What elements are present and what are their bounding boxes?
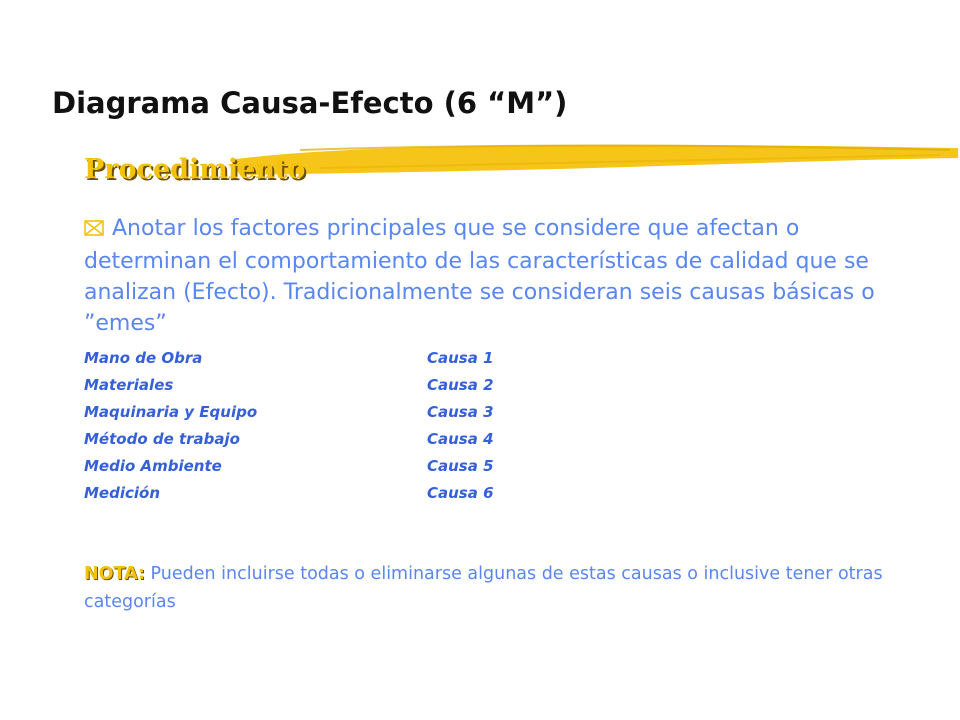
slide-title: Diagrama Causa-Efecto (6 “M”) <box>52 86 568 120</box>
cause-name: Método de trabajo <box>84 429 240 448</box>
cause-label: Causa 3 <box>427 402 494 421</box>
causes-list <box>84 344 604 506</box>
list-item <box>84 398 604 425</box>
list-item <box>84 371 604 398</box>
list-item <box>84 479 604 506</box>
cause-label: Causa 6 <box>427 483 494 502</box>
list-item <box>84 452 604 479</box>
cause-name: Maquinaria y Equipo <box>84 402 258 421</box>
cause-name: Materiales <box>84 375 174 394</box>
cause-label: Causa 5 <box>427 456 494 475</box>
cause-name: Mano de Obra <box>84 348 203 367</box>
list-item <box>84 425 604 452</box>
cause-name: Medición <box>84 483 160 502</box>
cause-name: Medio Ambiente <box>84 456 222 475</box>
note-text: Pueden incluirse todas o eliminarse algunas de estas causas o inclusive tener otras categorías <box>84 564 883 612</box>
cause-label: Causa 4 <box>427 429 494 448</box>
note-paragraph <box>84 560 904 616</box>
procedure-paragraph <box>84 213 884 339</box>
cause-label: Causa 2 <box>427 375 494 394</box>
paragraph-text: Anotar los factores principales que se considere que afectan o determinan el comportamiento de las características de calidad que se analizan (Efecto). Tradicionalmente se consideran seis causas básicas o ”emes” <box>84 216 875 336</box>
section-heading: Procedimiento <box>84 154 306 185</box>
cause-label: Causa 1 <box>427 348 494 367</box>
x-box-icon <box>84 215 104 246</box>
note-label: NOTA: <box>84 564 145 584</box>
list-item <box>84 344 604 371</box>
